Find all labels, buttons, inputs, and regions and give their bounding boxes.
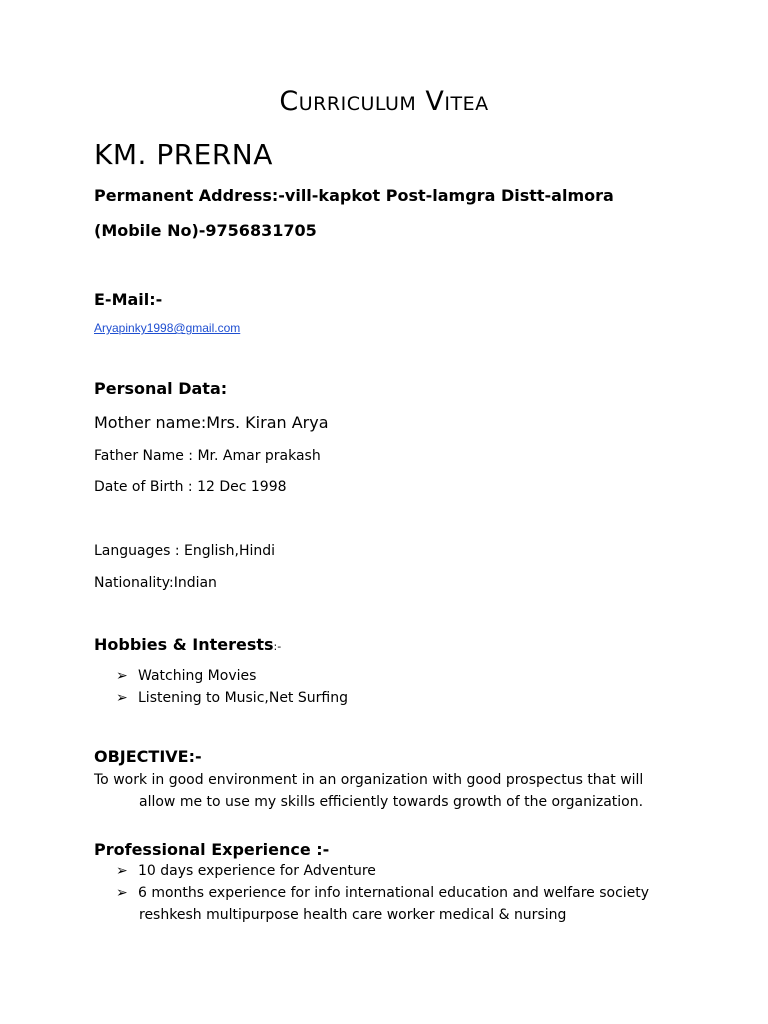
- email-heading: E-Mail:-: [94, 290, 163, 309]
- father-name: Father Name : Mr. Amar prakash: [94, 448, 321, 464]
- nationality: Nationality:Indian: [94, 575, 217, 591]
- experience-heading: Professional Experience :-: [94, 840, 330, 859]
- hobbies-heading-text: Hobbies & Interests: [94, 635, 274, 654]
- candidate-name: KM. PRERNA: [94, 138, 273, 171]
- hobby-item: [116, 690, 348, 706]
- hobby-item-label: Listening to Music,Net Surfing: [138, 690, 348, 706]
- date-of-birth: Date of Birth : 12 Dec 1998: [94, 479, 287, 495]
- mother-name: Mother name:Mrs. Kiran Arya: [94, 413, 329, 432]
- objective-heading: OBJECTIVE:-: [94, 747, 202, 766]
- mobile-number: (Mobile No)-9756831705: [94, 221, 317, 240]
- hobbies-heading-suffix: :-: [273, 640, 282, 653]
- experience-item-continuation: reshkesh multipurpose health care worker medical & nursing: [139, 907, 567, 923]
- arrow-bullet-icon: ➢: [116, 885, 128, 901]
- arrow-bullet-icon: ➢: [116, 668, 128, 684]
- hobby-item-label: Watching Movies: [138, 668, 257, 684]
- languages: Languages : English,Hindi: [94, 543, 276, 559]
- arrow-bullet-icon: ➢: [116, 863, 128, 879]
- hobbies-heading: [94, 635, 281, 654]
- experience-item: [116, 885, 649, 901]
- document-title: Curriculum Vitea: [279, 86, 489, 117]
- experience-item-label: 6 months experience for info international education and welfare society: [138, 885, 650, 901]
- experience-item-label: 10 days experience for Adventure: [138, 863, 376, 879]
- objective-line-1: To work in good environment in an organization with good prospectus that will: [94, 772, 644, 788]
- hobby-item: [116, 668, 256, 684]
- objective-line-2: allow me to use my skills efficiently towards growth of the organization.: [139, 794, 644, 810]
- personal-data-heading: Personal Data:: [94, 379, 228, 398]
- permanent-address: Permanent Address:-vill-kapkot Post-lamgra Distt-almora: [94, 186, 614, 205]
- experience-item: [116, 863, 376, 879]
- arrow-bullet-icon: ➢: [116, 690, 128, 706]
- email-link[interactable]: Aryapinky1998@gmail.com: [94, 321, 241, 335]
